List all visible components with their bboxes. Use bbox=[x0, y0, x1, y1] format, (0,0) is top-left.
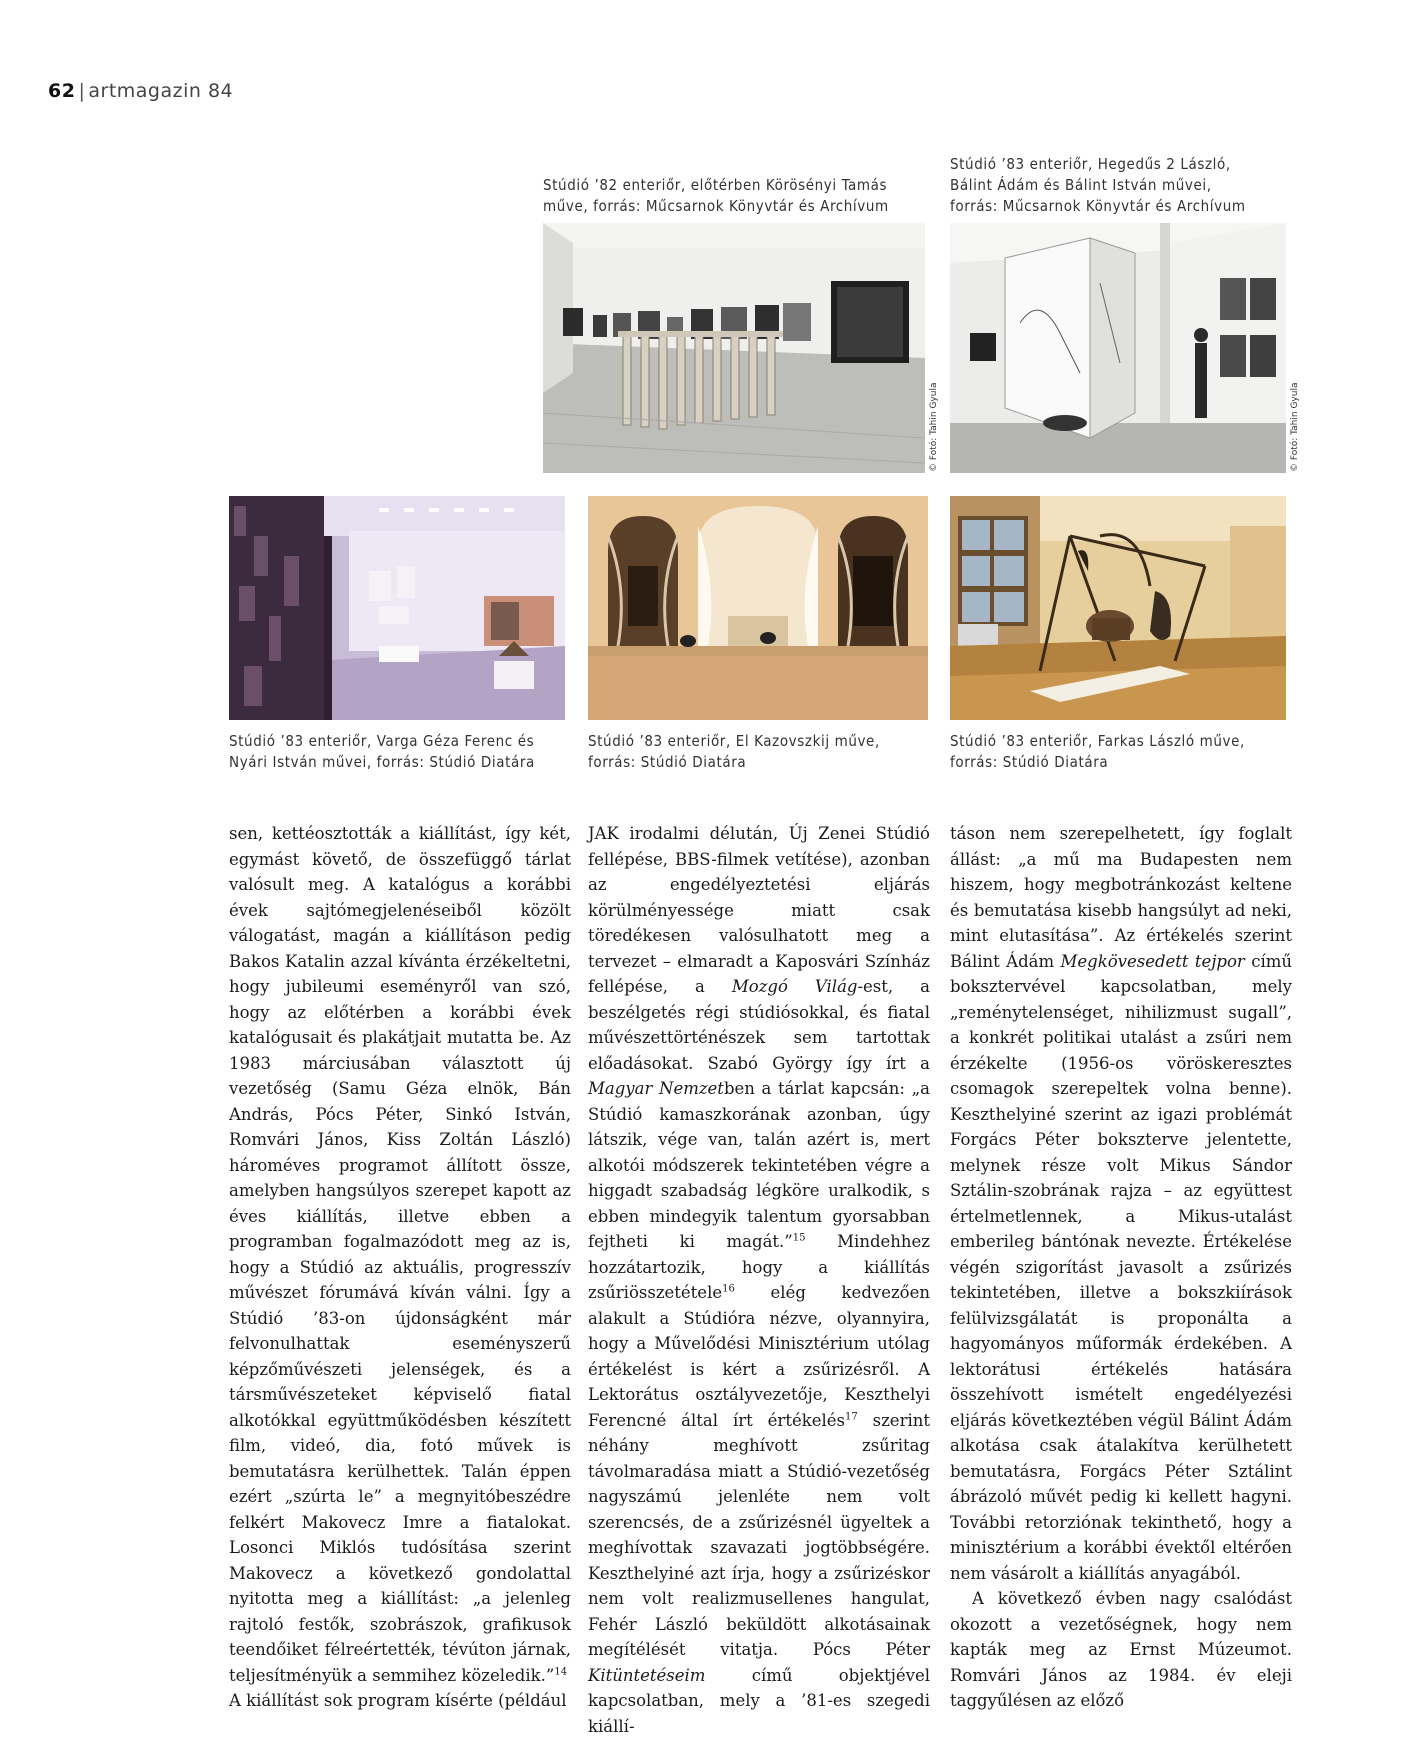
title-italic: Kitüntetéseim bbox=[588, 1665, 706, 1685]
photo-credit-2: © Fotó: Tahin Gyula bbox=[1290, 382, 1300, 472]
article-column-1 bbox=[229, 821, 571, 1714]
header-separator: | bbox=[78, 80, 86, 102]
title-italic: Megkövesedett tejpor bbox=[1060, 951, 1245, 971]
page-header bbox=[48, 80, 233, 102]
paragraph: táson nem szerepelhetett, így foglalt állást: „a mű ma Budapesten nem hiszem, hogy megbotránkozást keltene és bemutatása kisebb hangsúlyt ad neki, mint elutasítása”. Az értékelés szerint Bálint Ádám Megkövesedett tejpor című boksztervével kapcsolatban, mely „reménytelenséget, nihilizmust sugall”, a konkrét politikai utalást a zsűri nem érzékelte (1956-os vöröskeresztes csomagok szerepeltek volna benne). Keszthelyiné szerint az igazi problémát Forgács Péter bokszterve jelentette, melynek része volt Mikus Sándor Sztálin-szobrának rajza – az együttest értelmetlennek, a Mikus-utalást emberileg bántónak nevezte. Értékelése végén szigorítást javasolt a zsűrizés tekintetében, illetve a bokszkiírások felülvizsgálatát is proponálta a hagyományos műformák érdekében. A lektorátusi értékelés hatására összehívott ismételt engedélyezési eljárás következtében végül Bálint Ádám alkotása csak átalakítva kerülhetett bemutatásra, Forgács Péter Sztálint ábrázoló művét pedig ki kellett hagyni. További retorziónak tekinthető, hogy a minisztérium a korábbi évektől eltérően nem vásárolt a kiállítás anyagából. bbox=[950, 824, 1292, 1583]
publication-name: artmagazin 84 bbox=[88, 80, 234, 102]
article-column-2 bbox=[588, 821, 930, 1739]
paragraph: A kiállítást sok program kísérte (például bbox=[229, 1691, 567, 1710]
photo-studio-83-gallery bbox=[950, 223, 1286, 473]
paragraph: sen, kettéosztották a kiállítást, így két, egymást követő, de összefüggő tárlat valósult meg. A katalógus a korábbi évek sajtómegjelenéseiből közölt válogatást, magán a kiállításon pedig Bakos Katalin azzal kívánta érzékeltetni, hogy jubileumi eseményről van szó, hogy az előtérben a korábbi évek katalógusait és plakátjait mutatta be. Az 1983 márciusában választott új vezetőség (Samu Géza elnök, Bán András, Pócs Péter, Sinkó István, Romvári János, Kiss Zoltán László) hároméves programot állított össze, amelyben hangsúlyos szerepet kapott az éves kiállítás, illetve ebben a programban fogalmazódott meg az is, hogy a Stúdió az aktuális, progresszív művészet fórumává kíván válni. Így a Stúdió ’83-on újdonságként már felvonulhattak eseményszerű képzőművészeti jelenségek, és a társművészeteket képviselő fiatal alkotókkal együttműködésben készített film, videó, dia, fotó művek is bemutatásra kerülhettek. Talán éppen ezért „szúrta le” a megnyitóbeszédre felkért Makovecz Imre a fiatalokat. Losonci Miklós tudósítása szerint Makovecz a következő gondolattal nyitotta meg a kiállítást: „a jelenleg rajtoló festők, szobrászok, grafikusok teendőiket félreértették, tévúton járnak, teljesítményük a semmihez közeledik.”$^{14}$ bbox=[229, 824, 571, 1685]
photo-studio-83-el-kazovszkij bbox=[588, 496, 928, 720]
title-italic: Magyar Nemzet bbox=[588, 1079, 724, 1098]
footnote-ref: 14 bbox=[554, 1666, 568, 1677]
caption-bottom-left: Stúdió ’83 enteriőr, Varga Géza Ferenc és Nyári István művei, forrás: Stúdió Diatára bbox=[229, 732, 535, 771]
photo-credit-1: © Fotó: Tahin Gyula bbox=[929, 382, 939, 472]
footnote-ref: 17 bbox=[844, 1411, 858, 1422]
caption-bottom-right: Stúdió ’83 enteriőr, Farkas László műve, forrás: Stúdió Diatára bbox=[950, 732, 1245, 771]
photo-studio-83-varga-nyari bbox=[229, 496, 565, 720]
page-number: 62 bbox=[48, 80, 76, 102]
caption-top-left: Stúdió ’82 enteriőr, előtérben Körösényi Tamás műve, forrás: Műcsarnok Könyvtár és Archívum bbox=[543, 176, 889, 215]
caption-top-right: Stúdió ’83 enteriőr, Hegedűs 2 László, Bálint Ádám és Bálint István művei, forrás: Műcsarnok Könyvtár és Archívum bbox=[950, 155, 1246, 215]
photo-studio-82-gallery bbox=[543, 223, 925, 473]
footnote-ref: 16 bbox=[722, 1283, 735, 1295]
title-italic: Mozgó Világ bbox=[731, 977, 858, 996]
paragraph: A következő évben nagy csalódást okozott a vezetőségnek, hogy nem kapták meg az Ernst Múzeumot. Romvári János az 1984. év eleji taggyűlésen az előző bbox=[950, 1589, 1292, 1710]
paragraph: JAK irodalmi délután, Új Zenei Stúdió fellépése, BBS-filmek vetítése), azonban az engedélyeztetési eljárás körülményessége miatt csak töredékesen valósulhatott meg a tervezet – elmaradt a Kaposvári Színház fellépése, a Mozgó Világ-est, a beszélgetés régi stúdiósokkal, és fiatal művészettörténészek sem tartottak előadásokat. Szabó György így írt a Magyar Nemzetben a tárlat kapcsán: „a Stúdió kamaszkorának azonban, úgy látszik, vége van, talán azért is, mert alkotói módszerek tekintetében végre a higgadt szabadság légköre uralkodik, s ebben mindegyik talentum gyorsabban fejtheti ki magát.”$^{15}$ Mindehhez hozzátartozik, hogy a kiállítás zsűriösszetétele$^{16}$ elég kedvezően alakult a Stúdióra nézve, olyannyira, hogy a Művelődési Minisztérium utólag értékelést is kért a zsűrizésről. A Lektorátus osztályvezetője, Keszthelyi Ferencné által írt értékelés$^{17}$ szerint néhány meghívott zsűritag távolmaradása miatt a Stúdió-vezetőség nagyszámú jelenléte nem volt szerencsés, de a zsűrizésnél ügyeltek a meghívottak szavazati jogtöbbségére. Keszthelyiné azt írja, hogy a zsűrizéskor nem volt realizmusellenes hangulat, Fehér László beküldött alkotásainak megítélését vitatja. Pócs Péter Kitüntetéseim című objektjével kapcsolatban, mely a ’81-es szegedi kiállí- bbox=[588, 824, 930, 1736]
footnote-ref: 15 bbox=[792, 1232, 806, 1244]
caption-bottom-mid: Stúdió ’83 enteriőr, El Kazovszkij műve, forrás: Stúdió Diatára bbox=[588, 732, 880, 771]
article-column-3 bbox=[950, 821, 1292, 1714]
photo-studio-83-farkas bbox=[950, 496, 1286, 720]
